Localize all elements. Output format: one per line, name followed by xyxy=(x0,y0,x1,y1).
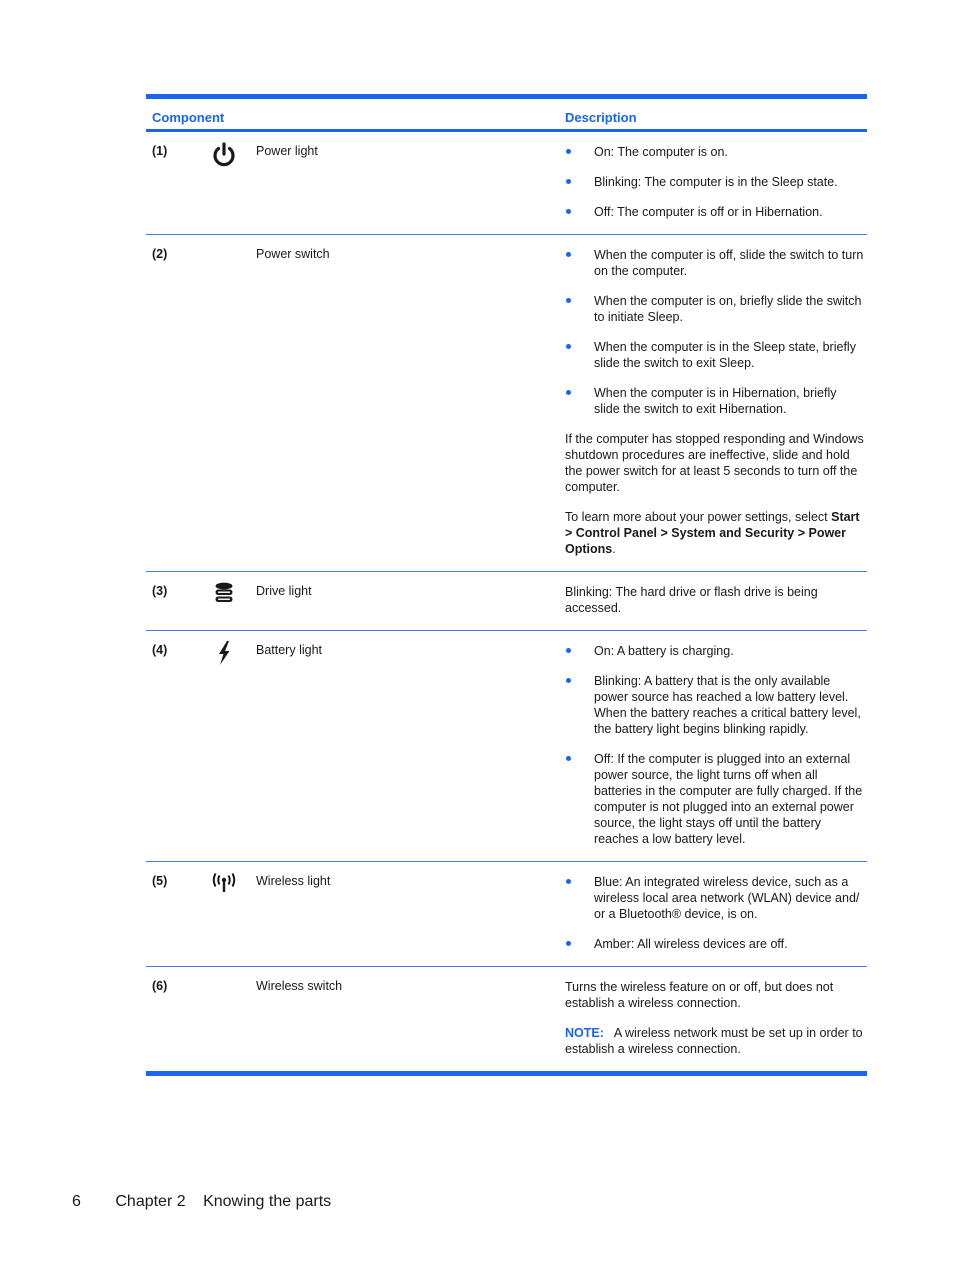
table-row xyxy=(146,235,867,572)
list-item: When the computer is in Hibernation, briefly slide the switch to exit Hibernation. xyxy=(565,385,865,417)
list-item: When the computer is in the Sleep state, briefly slide the switch to exit Sleep. xyxy=(565,339,865,371)
paragraph: If the computer has stopped responding and Windows shutdown procedures are ineffective, slide and hold the power switch for at least 5 seconds to turn off the computer. xyxy=(565,432,864,494)
component-name: Wireless light xyxy=(256,874,331,888)
component-name: Wireless switch xyxy=(256,979,343,993)
row-number: (1) xyxy=(152,144,168,158)
list-item: Amber: All wireless devices are off. xyxy=(565,936,865,952)
list-item: On: A battery is charging. xyxy=(565,643,865,659)
row-number: (4) xyxy=(152,643,168,657)
row-number: (3) xyxy=(152,584,168,598)
description-cell xyxy=(565,862,865,966)
note: NOTE: A wireless network must be set up in order to establish a wireless connection. xyxy=(565,1026,863,1056)
paragraph: Blinking: The hard drive or flash drive is being accessed. xyxy=(565,585,818,615)
component-name: Power switch xyxy=(256,247,330,261)
paragraph: Turns the wireless feature on or off, but does not establish a wireless connection. xyxy=(565,980,834,1010)
description-cell xyxy=(565,631,865,861)
table-row xyxy=(146,862,867,967)
component-name: Drive light xyxy=(256,584,312,598)
table-row xyxy=(146,132,867,235)
header-component: Component xyxy=(152,110,225,125)
menu-path: Start > Control Panel > System and Security > Power Options xyxy=(565,510,860,556)
list-item: Blinking: The computer is in the Sleep state. xyxy=(565,174,865,190)
component-name: Battery light xyxy=(256,643,323,657)
description-cell xyxy=(565,235,865,571)
page-footer xyxy=(72,1193,331,1211)
list-item: Off: If the computer is plugged into an external power source, the light turns off when all batteries in the computer are fully charged. If the computer is not plugged into an external power source, the light stays off until the battery reaches a low battery level. xyxy=(565,751,865,847)
list-item: Off: The computer is off or in Hibernation. xyxy=(565,204,865,220)
description-cell xyxy=(565,967,865,1071)
table-row xyxy=(146,631,867,862)
table-row xyxy=(146,572,867,631)
table-row xyxy=(146,967,867,1071)
row-number: (2) xyxy=(152,247,168,261)
description-cell xyxy=(565,572,865,630)
page-number: 6 xyxy=(72,1193,81,1210)
row-number: (6) xyxy=(152,979,168,993)
row-number: (5) xyxy=(152,874,168,888)
list-item: When the computer is off, slide the switch to turn on the computer. xyxy=(565,247,865,279)
list-item: When the computer is on, briefly slide the switch to initiate Sleep. xyxy=(565,293,865,325)
power-icon xyxy=(210,141,238,169)
table-header xyxy=(146,99,867,132)
component-name: Power light xyxy=(256,144,318,158)
list-item: On: The computer is on. xyxy=(565,144,865,160)
battery-icon xyxy=(210,639,238,667)
note-label: NOTE: xyxy=(565,1026,604,1040)
components-table xyxy=(146,94,867,1076)
header-description: Description xyxy=(565,110,637,125)
description-cell xyxy=(565,132,865,234)
chapter-label: Chapter 2 xyxy=(115,1193,186,1210)
chapter-title: Knowing the parts xyxy=(203,1193,332,1210)
paragraph: To learn more about your power settings, select Start > Control Panel > System and Security > Power Options. xyxy=(565,510,860,556)
list-item: Blinking: A battery that is the only available power source has reached a low battery level. When the battery reaches a critical battery level, the battery light begins blinking rapidly. xyxy=(565,673,865,737)
list-item: Blue: An integrated wireless device, such as a wireless local area network (WLAN) device and/ or a Bluetooth® device, is on. xyxy=(565,874,865,922)
table-bottom-rule xyxy=(146,1071,867,1076)
wireless-icon xyxy=(210,870,238,898)
drive-icon xyxy=(210,580,238,608)
